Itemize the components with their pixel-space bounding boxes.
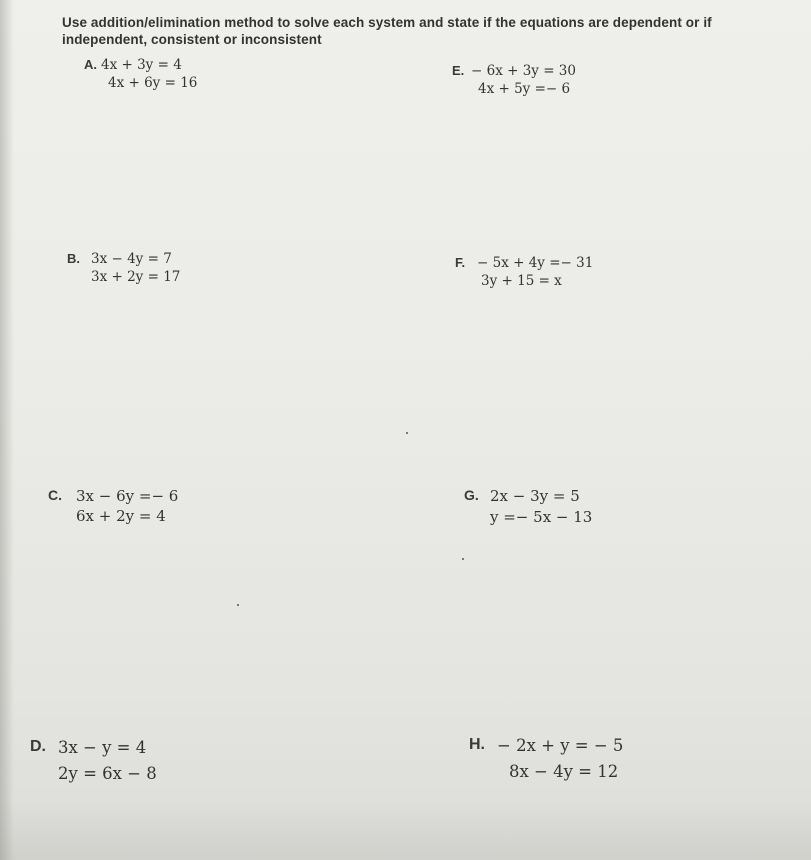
problem-e-equation-1: − 6x + 3y = 30 [471, 63, 576, 79]
problem-f-equation-1: − 5x + 4y =− 31 [477, 255, 594, 271]
problem-a-equation-1: 4x + 3y = 4 [101, 57, 182, 73]
page-bottom-shadow [0, 800, 811, 860]
problem-f-label: F. [455, 255, 466, 270]
problem-c-label: C. [48, 487, 62, 503]
paper-speck [462, 558, 464, 560]
paper-speck [237, 604, 239, 606]
problem-c-equation-1: 3x − 6y =− 6 [76, 487, 179, 505]
problem-f-equation-2: 3y + 15 = x [481, 273, 562, 289]
problem-d-equation-2: 2y = 6x − 8 [58, 764, 157, 783]
problem-h-equation-1: − 2x + y = − 5 [497, 736, 624, 755]
problem-a-label: A. [84, 57, 97, 72]
problem-a-equation-2: 4x + 6y = 16 [108, 75, 198, 91]
problem-d-equation-1: 3x − y = 4 [58, 738, 147, 757]
problem-e-label: E. [452, 63, 465, 78]
problem-c-equation-2: 6x + 2y = 4 [76, 507, 166, 525]
problem-e-equation-2: 4x + 5y =− 6 [478, 81, 571, 97]
problem-d-label: D. [30, 738, 46, 755]
page-edge-shadow [0, 0, 14, 860]
problem-h-equation-2: 8x − 4y = 12 [509, 762, 619, 781]
problem-b-label: B. [67, 251, 80, 266]
paper-speck [406, 432, 408, 434]
problem-h-label: H. [469, 736, 485, 753]
problem-b-equation-2: 3x + 2y = 17 [91, 269, 181, 285]
problem-g-label: G. [464, 487, 479, 503]
problem-b-equation-1: 3x − 4y = 7 [91, 251, 172, 267]
instructions-text: Use addition/elimination method to solve each system and state if the equations are dependent or if independent, consistent or inconsistent [62, 15, 712, 47]
problem-g-equation-1: 2x − 3y = 5 [490, 487, 580, 505]
problem-g-equation-2: y =− 5x − 13 [490, 508, 593, 526]
